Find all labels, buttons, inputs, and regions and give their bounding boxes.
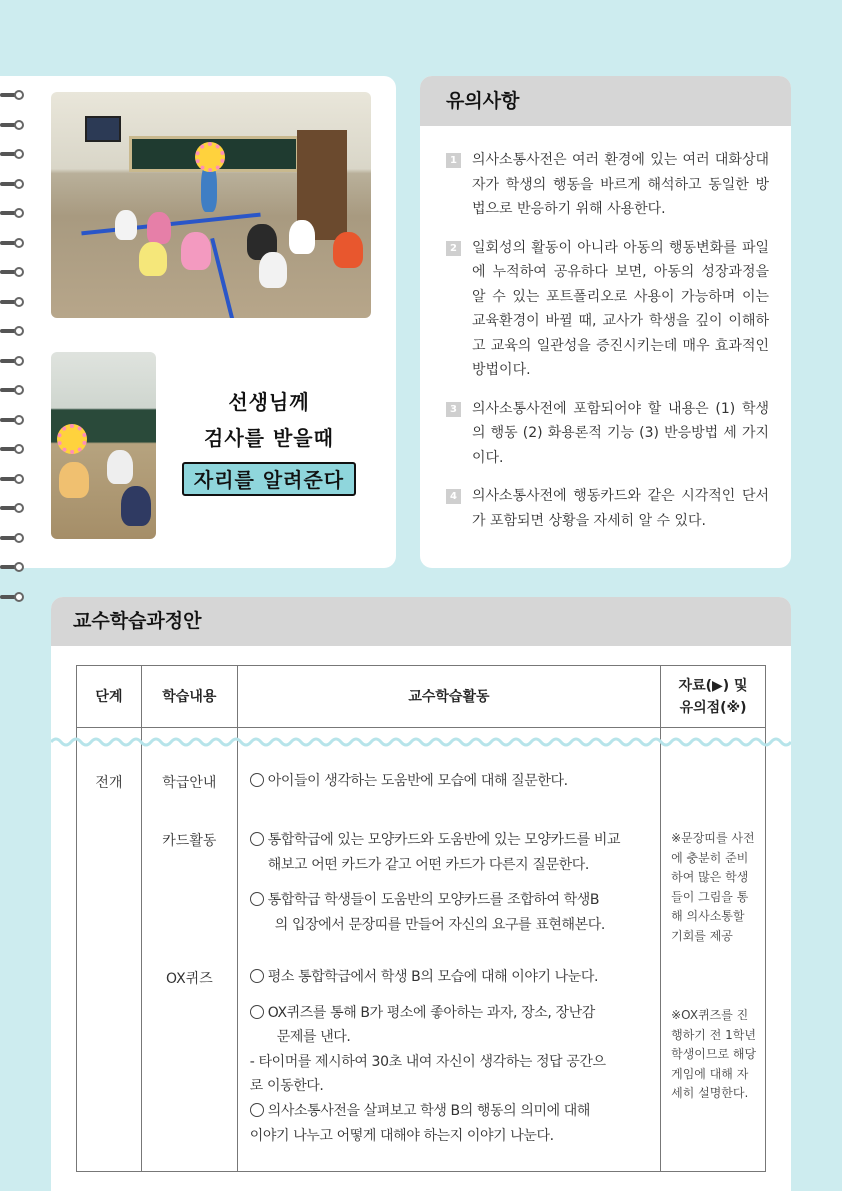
content-item: 학급안내 (162, 775, 217, 791)
student (333, 232, 363, 268)
number-badge: 3 (446, 402, 461, 417)
note-text: 의사소통사전에 포함되어야 할 내용은 (1) 학생의 행동 (2) 화용론적 기능 (3) 반응방법 세 가지이다. (472, 400, 769, 466)
note-text: 일회성의 활동이 아니라 아동의 행동변화를 파일에 누적하여 공유하다 보면, 아동의 성장과정을 알 수 있는 포트폴리오로 사용이 가능하며 이는 교육환경이 바뀔 때, 교사가 학생을 깊이 이해하고 교육의 일관성을 증진시키는데 매우 효과적인 방법이다. (472, 239, 769, 378)
header-note-line: 자료(▶) 및 (678, 677, 748, 694)
activity-line (250, 828, 648, 853)
circle-bullet-icon (250, 1005, 264, 1019)
binding-ring-icon (0, 238, 26, 248)
activity-line (250, 1001, 648, 1026)
student (259, 252, 287, 288)
list-item (446, 484, 769, 533)
sticker-sun-icon (57, 424, 87, 454)
student (115, 210, 137, 240)
student (147, 212, 171, 244)
caption-highlight: 자리를 알려준다 (182, 462, 356, 496)
notes-list (420, 126, 791, 533)
note-cell (661, 728, 766, 1172)
caption-line: 검사를 받을때 (204, 426, 334, 450)
activity-line: 문제를 낸다. (276, 1029, 351, 1045)
photo-caption (166, 384, 372, 496)
binding-ring-icon (0, 562, 26, 572)
tv-screen (85, 116, 121, 142)
binding-ring-icon (0, 385, 26, 395)
binding-ring-icon (0, 208, 26, 218)
binding-ring-icon (0, 415, 26, 425)
content-cell (141, 728, 237, 1172)
binding-ring-icon (0, 444, 26, 454)
table-header-row (77, 666, 766, 728)
circle-bullet-icon (250, 892, 264, 906)
number-badge: 4 (446, 489, 461, 504)
activity-text: 통합학급 학생들이 도움반의 모양카드를 조합하여 학생B (267, 892, 600, 908)
binding-ring-icon (0, 503, 26, 513)
header-note (661, 666, 766, 728)
activity-line (250, 888, 648, 913)
activity-list (238, 728, 660, 1171)
student (289, 220, 315, 254)
content-item: OX퀴즈 (165, 971, 213, 987)
activity-line (250, 769, 648, 794)
student (59, 462, 89, 498)
activity-line: - 타이머를 제시하여 30초 내여 자신이 생각하는 정답 공간으 (249, 1054, 606, 1070)
student (107, 450, 133, 484)
circle-bullet-icon (250, 969, 264, 983)
activity-text: 통합학급에 있는 모양카드와 도움반에 있는 모양카드를 비교 (267, 832, 621, 848)
floor-tape (210, 238, 236, 318)
activity-text: 의사소통사전을 살펴보고 학생 B의 행동의 의미에 대해 (267, 1103, 590, 1119)
list-item (446, 148, 769, 222)
stage-label: 전개 (95, 775, 123, 791)
stage-cell (77, 728, 142, 1172)
activity-line (250, 1099, 648, 1124)
caption-line: 선생님께 (228, 390, 310, 414)
floor-tape (81, 213, 260, 236)
student (139, 242, 167, 276)
wave-divider (51, 735, 791, 749)
activity-line: 이야기 나누고 어떻게 대해야 하는지 이야기 나눈다. (249, 1128, 554, 1144)
content-list (142, 728, 237, 1171)
binding-ring-icon (0, 474, 26, 484)
activity-line: 의 입장에서 문장띠를 만들어 자신의 요구를 표현해본다. (274, 917, 605, 933)
note-list (661, 728, 765, 1171)
notes-card (420, 76, 791, 568)
note-text: 의사소통사전에 행동카드와 같은 시각적인 단서가 포함되면 상황을 자세히 알 수 있다. (472, 488, 769, 529)
circle-bullet-icon (250, 773, 264, 787)
circle-bullet-icon (250, 1103, 264, 1117)
activity-text: 아이들이 생각하는 도움반에 모습에 대해 질문한다. (267, 773, 568, 789)
binding-ring-icon (0, 120, 26, 130)
number-badge: 2 (446, 241, 461, 256)
note-text: ※OX퀴즈를 진행하기 전 1학년학생이므로 해당 게임에 대해 자세히 설명한다. (671, 1008, 757, 1100)
content-item: 카드활동 (162, 833, 217, 849)
binding-ring-icon (0, 592, 26, 602)
activity-line: 해보고 어떤 카드가 같고 어떤 카드가 다른지 질문한다. (267, 857, 589, 873)
activity-text: OX퀴즈를 통해 B가 평소에 좋아하는 과자, 장소, 장난감 (267, 1005, 595, 1021)
header-content: 학습내용 (141, 666, 237, 728)
note-text: ※문장띠를 사전에 충분히 준비하여 많은 학생들이 그림을 통해 의사소통할 기회를 제공 (671, 831, 755, 943)
student (181, 232, 211, 270)
binding-ring-icon (0, 149, 26, 159)
binding-ring-icon (0, 267, 26, 277)
header-activity: 교수학습활동 (237, 666, 660, 728)
plan-title: 교수학습과정안 (51, 597, 791, 646)
list-item (446, 397, 769, 471)
binding-ring-icon (0, 533, 26, 543)
binding-ring-icon (0, 297, 26, 307)
note-text: 의사소통사전은 여러 환경에 있는 여러 대화상대자가 학생의 행동을 바르게 해석하고 동일한 방법으로 반응하기 위해 사용한다. (472, 152, 769, 217)
activity-line: 로 이동한다. (249, 1078, 324, 1094)
binding-ring-icon (0, 326, 26, 336)
number-badge: 1 (446, 153, 461, 168)
header-note-line: 유의점(※) (679, 699, 747, 716)
circle-bullet-icon (250, 832, 264, 846)
activity-cell (237, 728, 660, 1172)
binding-ring-icon (0, 90, 26, 100)
list-item (446, 236, 769, 383)
binding-ring-icon (0, 356, 26, 366)
header-stage: 단계 (77, 666, 142, 728)
table-row (77, 728, 766, 1172)
classroom-photo-large (51, 92, 371, 318)
activity-text: 평소 통합학급에서 학생 B의 모습에 대해 이야기 나눈다. (267, 969, 599, 985)
classroom-photo-small (51, 352, 156, 539)
binding-ring-icon (0, 179, 26, 189)
sticker-sun-icon (195, 142, 225, 172)
spiral-binding (0, 90, 30, 560)
lesson-plan-card (51, 597, 791, 1191)
activity-line (250, 965, 648, 990)
notes-title: 유의사항 (420, 76, 791, 126)
student (121, 486, 151, 526)
